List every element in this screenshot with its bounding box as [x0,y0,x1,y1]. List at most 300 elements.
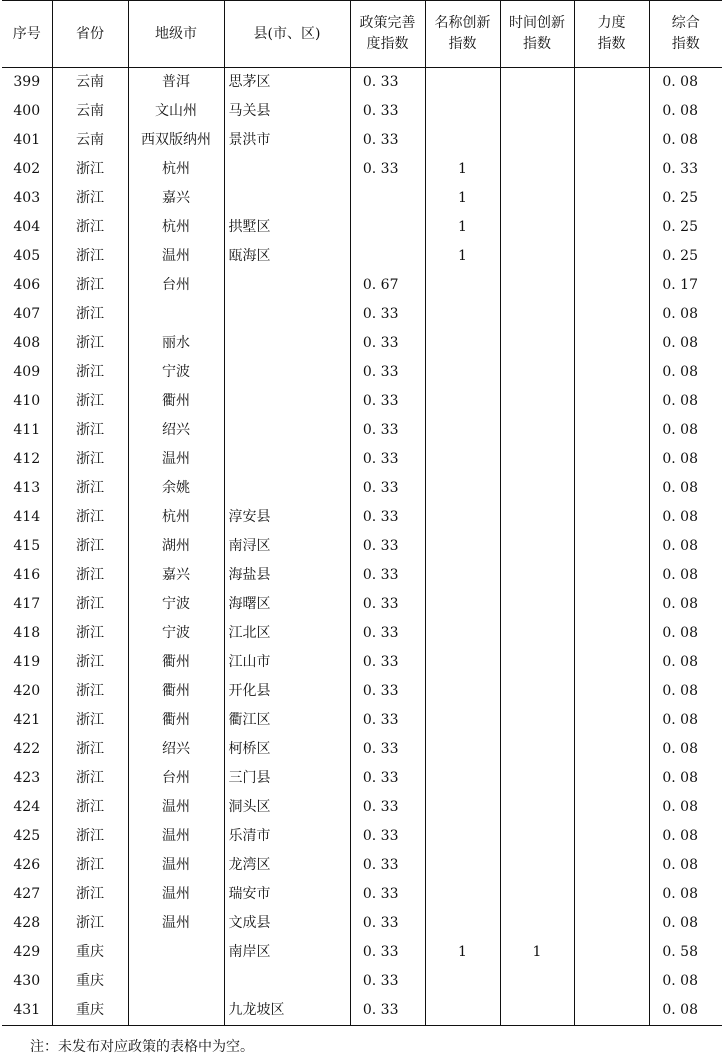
column-header [52,1,128,68]
column-header-text: 度指数 [366,36,409,52]
strength-index-cell [574,97,649,126]
row-number: 420 [13,683,41,699]
city-cell: 嘉兴 [128,561,224,590]
row-number: 403 [13,190,41,206]
table-row [2,126,722,155]
province-cell: 浙江 [52,329,128,358]
time-innovation-cell [500,735,574,764]
row-number: 422 [13,741,41,757]
composite-index-cell: 0. 08 [649,851,722,880]
policy-index-cell [350,242,425,271]
row-number: 413 [13,480,41,496]
row-number: 404 [13,219,41,235]
county-cell [224,271,350,300]
city-cell: 台州 [128,764,224,793]
policy-index-cell: 0. 33 [350,793,425,822]
county-cell: 江北区 [224,619,350,648]
policy-index-cell: 0. 33 [350,97,425,126]
strength-index-cell [574,735,649,764]
name-innovation-cell [425,967,500,996]
table-row [2,619,722,648]
strength-index-cell [574,213,649,242]
province-cell: 浙江 [52,851,128,880]
province-cell: 浙江 [52,416,128,445]
province-cell: 重庆 [52,967,128,996]
policy-index-cell: 0. 67 [350,271,425,300]
policy-index-cell: 0. 33 [350,851,425,880]
table-row [2,677,722,706]
county-cell: 洞头区 [224,793,350,822]
table-row [2,416,722,445]
strength-index-cell [574,822,649,851]
strength-index-cell [574,300,649,329]
column-header-text: 力度 [597,15,626,31]
city-cell: 温州 [128,909,224,938]
policy-index-cell: 0. 33 [350,677,425,706]
policy-index-cell: 0. 33 [350,329,425,358]
name-innovation-cell [425,126,500,155]
time-innovation-cell [500,532,574,561]
column-header [350,1,425,68]
strength-index-cell [574,938,649,967]
city-cell [128,300,224,329]
province-cell: 浙江 [52,619,128,648]
table-row [2,97,722,126]
city-cell: 衢州 [128,648,224,677]
row-number: 423 [13,770,41,786]
name-innovation-cell [425,822,500,851]
table-row [2,68,722,97]
city-cell [128,938,224,967]
strength-index-cell [574,561,649,590]
province-cell: 浙江 [52,764,128,793]
province-cell: 浙江 [52,474,128,503]
time-innovation-cell [500,474,574,503]
name-innovation-cell [425,793,500,822]
composite-index-cell: 0. 08 [649,880,722,909]
time-innovation-cell [500,822,574,851]
county-cell: 海曙区 [224,590,350,619]
composite-index-cell: 0. 08 [649,416,722,445]
strength-index-cell [574,416,649,445]
county-cell [224,358,350,387]
name-innovation-cell: 1 [425,242,500,271]
city-cell: 杭州 [128,213,224,242]
city-cell: 衢州 [128,387,224,416]
time-innovation-cell [500,561,574,590]
province-cell: 浙江 [52,677,128,706]
row-number: 401 [13,132,41,148]
name-innovation-cell: 1 [425,184,500,213]
city-cell: 文山州 [128,97,224,126]
strength-index-cell [574,880,649,909]
name-innovation-cell [425,387,500,416]
province-cell: 浙江 [52,213,128,242]
policy-index-cell: 0. 33 [350,300,425,329]
composite-index-cell: 0. 08 [649,503,722,532]
county-cell: 龙湾区 [224,851,350,880]
name-innovation-cell [425,474,500,503]
province-cell: 浙江 [52,445,128,474]
row-number: 425 [13,828,41,844]
table-row [2,242,722,271]
province-cell: 重庆 [52,996,128,1026]
time-innovation-cell [500,706,574,735]
policy-index-cell: 0. 33 [350,503,425,532]
name-innovation-cell [425,996,500,1026]
table-row [2,184,722,213]
policy-index-cell: 0. 33 [350,387,425,416]
table-row [2,213,722,242]
strength-index-cell [574,358,649,387]
policy-index-cell: 0. 33 [350,416,425,445]
county-cell: 衢江区 [224,706,350,735]
city-cell: 宁波 [128,619,224,648]
composite-index-cell: 0. 08 [649,909,722,938]
strength-index-cell [574,503,649,532]
table-row [2,706,722,735]
city-cell: 宁波 [128,358,224,387]
strength-index-cell [574,271,649,300]
province-cell: 浙江 [52,909,128,938]
column-header-text: 政策完善 [359,15,416,31]
table-header [2,1,722,68]
city-cell: 温州 [128,880,224,909]
table-row [2,561,722,590]
name-innovation-cell [425,271,500,300]
province-cell: 浙江 [52,706,128,735]
row-number: 399 [13,74,41,91]
row-number: 417 [13,596,41,612]
composite-index-cell: 0. 08 [649,474,722,503]
table-row [2,155,722,184]
strength-index-cell [574,445,649,474]
table-row [2,329,722,358]
strength-index-cell [574,996,649,1026]
time-innovation-cell [500,909,574,938]
strength-index-cell [574,619,649,648]
province-cell: 浙江 [52,271,128,300]
column-header [2,1,52,68]
strength-index-cell [574,677,649,706]
name-innovation-cell [425,706,500,735]
province-cell: 浙江 [52,503,128,532]
table-row [2,387,722,416]
row-number: 428 [13,915,41,931]
time-innovation-cell [500,97,574,126]
city-cell: 嘉兴 [128,184,224,213]
city-cell: 温州 [128,445,224,474]
name-innovation-cell [425,909,500,938]
strength-index-cell [574,532,649,561]
city-cell: 西双版纳州 [128,126,224,155]
strength-index-cell [574,155,649,184]
county-cell: 瓯海区 [224,242,350,271]
city-cell [128,996,224,1026]
composite-index-cell: 0. 08 [649,706,722,735]
row-number: 411 [13,422,41,438]
province-cell: 浙江 [52,358,128,387]
policy-index-cell [350,184,425,213]
row-number: 416 [13,567,41,583]
policy-index-cell: 0. 33 [350,764,425,793]
policy-index-cell: 0. 33 [350,126,425,155]
composite-index-cell: 0. 08 [649,590,722,619]
county-cell [224,300,350,329]
county-cell [224,967,350,996]
county-cell: 乐清市 [224,822,350,851]
city-cell [128,967,224,996]
time-innovation-cell [500,590,574,619]
index-table [2,0,722,1026]
column-header [574,1,649,68]
city-cell: 绍兴 [128,735,224,764]
province-cell: 浙江 [52,590,128,619]
policy-index-cell: 0. 33 [350,996,425,1026]
county-cell: 三门县 [224,764,350,793]
time-innovation-cell [500,880,574,909]
table-row [2,300,722,329]
policy-index-cell: 0. 33 [350,68,425,97]
column-header [224,1,350,68]
time-innovation-cell [500,445,574,474]
table-row [2,271,722,300]
time-innovation-cell [500,619,574,648]
city-cell: 湖州 [128,532,224,561]
province-cell: 浙江 [52,155,128,184]
name-innovation-cell [425,648,500,677]
name-innovation-cell [425,97,500,126]
province-cell: 浙江 [52,184,128,213]
name-innovation-cell [425,851,500,880]
row-number: 418 [13,625,41,641]
province-cell: 浙江 [52,561,128,590]
column-header-text: 时间创新 [509,15,565,31]
composite-index-cell: 0. 08 [649,97,722,126]
county-cell [224,416,350,445]
time-innovation-cell: 1 [500,938,574,967]
time-innovation-cell [500,503,574,532]
county-cell: 文成县 [224,909,350,938]
name-innovation-cell [425,880,500,909]
row-number: 407 [13,306,41,322]
composite-index-cell: 0. 08 [649,648,722,677]
table-row [2,909,722,938]
composite-index-cell: 0. 08 [649,387,722,416]
header-row [2,1,722,68]
policy-index-cell: 0. 33 [350,532,425,561]
composite-index-cell: 0. 08 [649,445,722,474]
time-innovation-cell [500,271,574,300]
row-number: 408 [13,335,41,351]
city-cell: 温州 [128,793,224,822]
row-number: 431 [2,996,52,1026]
composite-index-cell: 0. 08 [649,764,722,793]
strength-index-cell [574,706,649,735]
county-cell [224,445,350,474]
time-innovation-cell [500,764,574,793]
name-innovation-cell [425,764,500,793]
row-number: 421 [13,712,41,728]
name-innovation-cell [425,532,500,561]
table-row [2,880,722,909]
time-innovation-cell [500,416,574,445]
time-innovation-cell [500,358,574,387]
row-number: 400 [13,103,41,119]
county-cell [224,329,350,358]
composite-index-cell: 0. 08 [649,126,722,155]
name-innovation-cell: 1 [425,938,500,967]
name-innovation-cell [425,677,500,706]
policy-index-cell: 0. 33 [350,822,425,851]
row-number: 430 [13,973,41,989]
province-cell: 浙江 [52,793,128,822]
composite-index-cell: 0. 25 [649,184,722,213]
table-note: 注：未发布对应政策的表格中为空。 [30,1039,254,1055]
city-cell: 温州 [128,822,224,851]
column-header-text: 指数 [523,36,551,52]
strength-index-cell [574,967,649,996]
table-row [2,938,722,967]
time-innovation-cell [500,996,574,1026]
row-number: 409 [13,364,41,380]
table-row [2,822,722,851]
table-row [2,967,722,996]
strength-index-cell [574,474,649,503]
column-header-text: 综合 [671,15,700,31]
column-header [649,1,722,68]
policy-index-cell: 0. 33 [350,706,425,735]
name-innovation-cell [425,735,500,764]
policy-index-cell: 0. 33 [350,967,425,996]
city-cell: 台州 [128,271,224,300]
strength-index-cell [574,126,649,155]
time-innovation-cell [500,329,574,358]
county-cell: 南浔区 [224,532,350,561]
city-cell: 温州 [128,242,224,271]
column-header-text: 名称创新 [434,15,491,31]
county-cell: 景洪市 [224,126,350,155]
composite-index-cell: 0. 58 [649,938,722,967]
time-innovation-cell [500,967,574,996]
strength-index-cell [574,387,649,416]
composite-index-cell: 0. 08 [649,793,722,822]
county-cell: 江山市 [224,648,350,677]
county-cell: 柯桥区 [224,735,350,764]
policy-index-cell: 0. 33 [350,561,425,590]
policy-index-cell: 0. 33 [350,909,425,938]
composite-index-cell: 0. 08 [649,967,722,996]
composite-index-cell: 0. 08 [649,996,722,1026]
county-cell: 南岸区 [224,938,350,967]
strength-index-cell [574,793,649,822]
policy-index-cell: 0. 33 [350,619,425,648]
strength-index-cell [574,184,649,213]
city-cell: 杭州 [128,155,224,184]
strength-index-cell [574,648,649,677]
name-innovation-cell [425,445,500,474]
composite-index-cell: 0. 08 [649,68,722,97]
composite-index-cell: 0. 25 [649,213,722,242]
county-cell: 淳安县 [224,503,350,532]
name-innovation-cell [425,590,500,619]
row-number: 406 [13,277,41,293]
policy-index-cell: 0. 33 [350,590,425,619]
time-innovation-cell [500,677,574,706]
table-row [2,851,722,880]
table-row [2,996,722,1026]
column-header-text: 序号 [12,25,41,42]
county-cell: 海盐县 [224,561,350,590]
city-cell: 绍兴 [128,416,224,445]
composite-index-cell: 0. 08 [649,300,722,329]
policy-index-cell: 0. 33 [350,155,425,184]
time-innovation-cell [500,648,574,677]
policy-index-cell: 0. 33 [350,735,425,764]
time-innovation-cell [500,387,574,416]
strength-index-cell [574,242,649,271]
county-cell: 瑞安市 [224,880,350,909]
column-header [500,1,574,68]
county-cell [224,474,350,503]
composite-index-cell: 0. 08 [649,532,722,561]
county-cell: 九龙坡区 [224,996,350,1026]
name-innovation-cell [425,300,500,329]
city-cell: 杭州 [128,503,224,532]
table-row [2,445,722,474]
composite-index-cell: 0. 08 [649,329,722,358]
name-innovation-cell [425,358,500,387]
time-innovation-cell [500,184,574,213]
composite-index-cell: 0. 17 [649,271,722,300]
policy-index-cell: 0. 33 [350,358,425,387]
table-row [2,358,722,387]
composite-index-cell: 0. 08 [649,619,722,648]
county-cell: 马关县 [224,97,350,126]
composite-index-cell: 0. 33 [649,155,722,184]
policy-index-cell: 0. 33 [350,880,425,909]
composite-index-cell: 0. 08 [649,561,722,590]
composite-index-cell: 0. 08 [649,735,722,764]
strength-index-cell [574,851,649,880]
name-innovation-cell [425,503,500,532]
name-innovation-cell [425,68,500,97]
time-innovation-cell [500,242,574,271]
province-cell: 浙江 [52,300,128,329]
row-number: 402 [13,161,41,177]
name-innovation-cell [425,329,500,358]
time-innovation-cell [500,68,574,97]
row-number: 429 [13,944,41,960]
strength-index-cell [574,764,649,793]
row-number: 426 [13,857,41,873]
time-innovation-cell [500,793,574,822]
table-row [2,532,722,561]
province-cell: 云南 [52,97,128,126]
column-header-text: 指数 [597,36,626,52]
city-cell: 衢州 [128,677,224,706]
county-cell: 开化县 [224,677,350,706]
time-innovation-cell [500,851,574,880]
province-cell: 浙江 [52,387,128,416]
row-number: 405 [13,248,41,264]
row-number: 410 [13,393,41,409]
policy-index-cell: 0. 33 [350,648,425,677]
county-cell: 拱墅区 [224,213,350,242]
policy-index-cell: 0. 33 [350,474,425,503]
strength-index-cell [574,909,649,938]
time-innovation-cell [500,213,574,242]
